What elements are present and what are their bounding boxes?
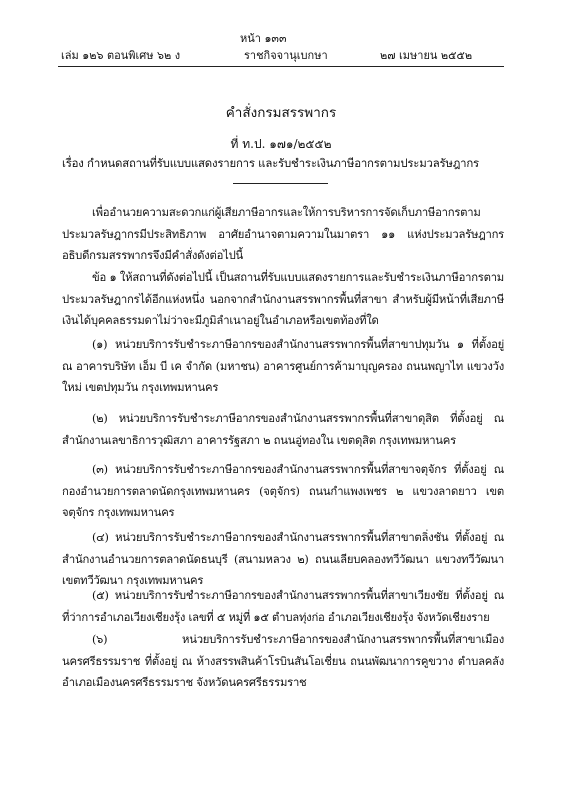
item-1-paragraph: (๑) หน่วยบริการรับชำระภาษีอากรของสำนักงานสรรพากรพื้นที่สาขาปทุมวัน ๑ ที่ตั้งอยู่ ณ อาคารบริษัท เอ็ม บี เค จำกัด (มหาชน) อาคารศูนย์การค้ามาบุญครอง ถนนพญาไท แขวงวังใหม่ เขตปทุมวัน กรุงเทพมหานคร	[62, 338, 504, 395]
page-number: หน้า ๑๓๓	[240, 32, 287, 45]
order-number: ที่ ท.ป. ๑๗๑/๒๕๕๒	[230, 137, 332, 151]
subject-divider	[233, 183, 328, 184]
preamble-paragraph: เพื่ออำนวยความสะดวกแก่ผู้เสียภาษีอากรและให้การบริหารการจัดเก็บภาษีอากรตามประมวลรัษฎากรมีประสิทธิภาพ อาศัยอำนาจตามความในมาตรา ๑๑ แห่งประมวลรัษฎากร อธิบดีกรมสรรพากรจึงมีคำสั่งดังต่อไปนี้	[62, 206, 504, 263]
clause-1-paragraph: ข้อ ๑ ให้สถานที่ดังต่อไปนี้ เป็นสถานที่รับแบบแสดงรายการและรับชำระเงินภาษีอากรตามประมวลรัษฎากรได้อีกแห่งหนึ่ง นอกจากสำนักงานสรรพากรพื้นที่สาขา สำหรับผู้มีหน้าที่เสียภาษีเงินได้บุคคลธรรมดาไม่ว่าจะมีภูมิลำเนาอยู่ในอำเภอหรือเขตท้องที่ใด	[62, 271, 504, 328]
document-title: คำสั่งกรมสรรพากร	[225, 105, 337, 121]
document-subject: เรื่อง กำหนดสถานที่รับแบบแสดงรายการ และรับชำระเงินภาษีอากรตามประมวลรัษฎากร	[62, 156, 479, 170]
gazette-volume: เล่ม ๑๒๖ ตอนพิเศษ ๖๒ ง	[61, 49, 181, 62]
item-5-paragraph: (๕) หน่วยบริการรับชำระภาษีอากรของสำนักงานสรรพากรพื้นที่สาขาเวียงชัย ที่ตั้งอยู่ ณ ที่ว่าการอำเภอเวียงเชียงรุ้ง เลขที่ ๕ หมู่ที่ ๑๕ ตำบลทุ่งก่อ อำเภอเวียงเชียงรุ้ง จังหวัดเชียงราย	[62, 589, 504, 624]
item-6-paragraph: (๖) หน่วยบริการรับชำระภาษีอากรของสำนักงานสรรพากรพื้นที่สาขาเมืองนครศรีธรรมราช ที่ตั้งอยู่ ณ ห้างสรรพสินค้าโรบินสันโอเชี่ยน ถนนพัฒนาการคูขวาง ตำบลคลัง อำเภอเมืองนครศรีธรรมราช จังหวัดนครศรีธรรมราช	[62, 633, 504, 690]
item-4-paragraph: (๔) หน่วยบริการรับชำระภาษีอากรของสำนักงานสรรพากรพื้นที่สาขาตลิ่งชัน ที่ตั้งอยู่ ณ สำนักงานอำนวยการตลาดนัดธนบุรี (สนามหลวง ๒) ถนนเลียบคลองทวีวัฒนา แขวงทวีวัฒนา เขตทวีวัฒนา กรุงเทพมหานคร	[62, 531, 504, 588]
header-rule	[58, 66, 504, 67]
item-2-paragraph: (๒) หน่วยบริการรับชำระภาษีอากรของสำนักงานสรรพากรพื้นที่สาขาดุสิต ที่ตั้งอยู่ ณ สำนักงานเลขาธิการวุฒิสภา อาคารรัฐสภา ๒ ถนนอู่ทองใน เขตดุสิต กรุงเทพมหานคร	[62, 412, 504, 447]
gazette-date: ๒๗ เมษายน ๒๕๕๒	[380, 49, 473, 62]
gazette-name: ราชกิจจานุเบกษา	[244, 49, 328, 62]
item-3-paragraph: (๓) หน่วยบริการรับชำระภาษีอากรของสำนักงานสรรพากรพื้นที่สาขาจตุจักร ที่ตั้งอยู่ ณ กองอำนวยการตลาดนัดกรุงเทพมหานคร (จตุจักร) ถนนกำแพงเพชร ๒ แขวงลาดยาว เขตจตุจักร กรุงเทพมหานคร	[62, 463, 504, 520]
